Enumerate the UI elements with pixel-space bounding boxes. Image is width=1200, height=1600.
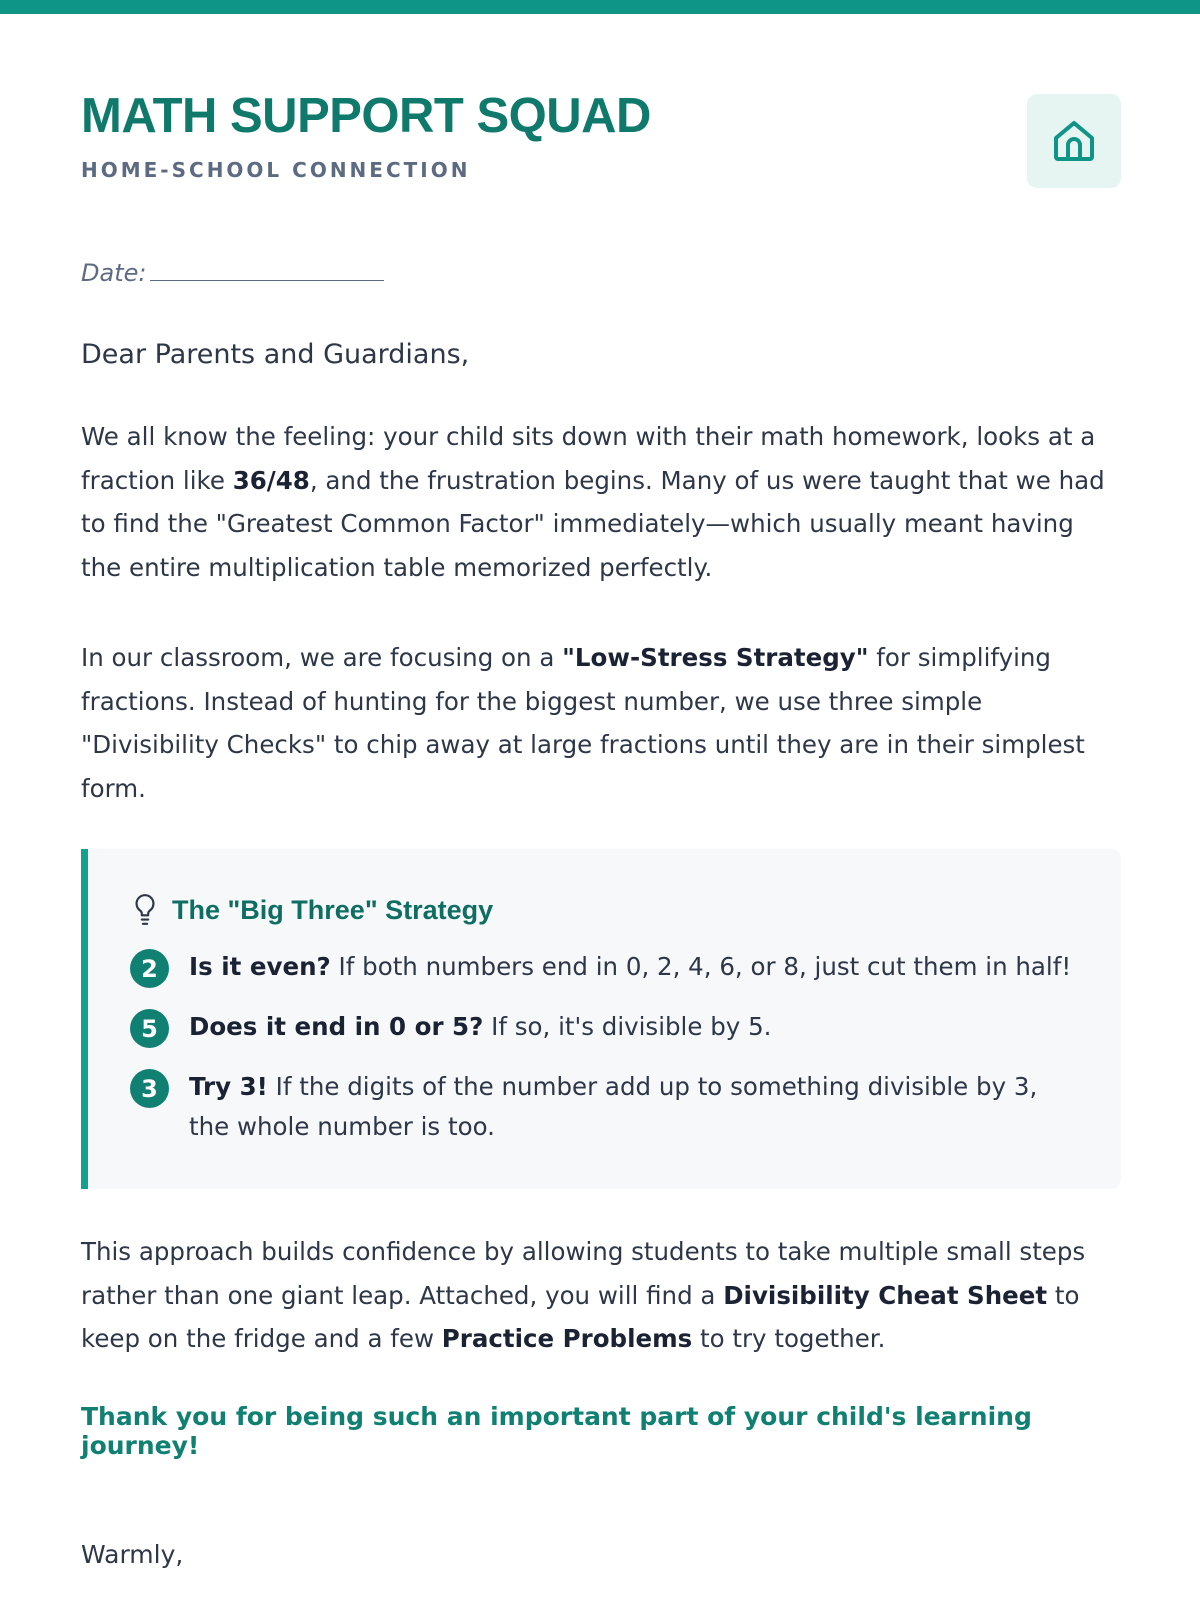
- intro-text-1: We all know the feeling: your child sits down with their math homework, looks at a fraction like: [81, 422, 1096, 495]
- home-button[interactable]: [1027, 94, 1121, 188]
- closing-paragraph: [81, 1230, 1121, 1361]
- strategy-header: [132, 893, 493, 927]
- strategy-name: "Low-Stress Strategy": [562, 643, 869, 672]
- rule-description: If the digits of the number add up to something divisible by 3, the whole number is too.: [189, 1072, 1038, 1141]
- page-subtitle: HOME-SCHOOL CONNECTION: [81, 158, 471, 182]
- date-field: [81, 258, 384, 287]
- example-fraction: 36/48: [232, 465, 310, 495]
- rule-description: If both numbers end in 0, 2, 4, 6, or 8, just cut them in half!: [330, 952, 1072, 981]
- rule-description: If so, it's divisible by 5.: [483, 1012, 772, 1041]
- rule-text: [189, 1067, 1080, 1147]
- intro-text-2: , and the frustration begins. Many of us were taught that we had to find the "Greatest Common Factor" immediately—which usually meant having the entire multiplication table memorized perfectly.: [81, 465, 1105, 582]
- rule-number-badge: 2: [130, 949, 169, 988]
- lightbulb-icon: [132, 893, 158, 927]
- rule-item: [130, 1067, 1080, 1147]
- approach-text-1: In our classroom, we are focusing on a: [81, 643, 563, 672]
- strategy-callout: [81, 849, 1121, 1189]
- closing-text-2: to keep on the fridge and a few: [81, 1280, 1080, 1353]
- date-blank-line: [150, 258, 384, 281]
- rule-question: Try 3!: [189, 1072, 268, 1101]
- intro-paragraph: [81, 415, 1121, 589]
- home-icon: [1050, 117, 1098, 165]
- thank-you-note: Thank you for being such an important part of your child's learning journey!: [81, 1402, 1032, 1460]
- rule-item: [130, 947, 1080, 988]
- rule-number-badge: 3: [130, 1069, 169, 1108]
- rule-text: [189, 947, 1071, 987]
- approach-text-2: for simplifying fractions. Instead of hunting for the biggest number, we use three simple "Divisibility Checks" to chip away at large fractions until they are in their simplest form.: [81, 643, 1085, 803]
- strategy-title: The "Big Three" Strategy: [172, 894, 494, 925]
- rule-question: Is it even?: [189, 952, 331, 981]
- approach-paragraph: [81, 636, 1121, 810]
- rule-text: [189, 1007, 771, 1047]
- practice-problems-label: Practice Problems: [441, 1324, 693, 1353]
- page-title: MATH SUPPORT SQUAD: [81, 89, 651, 143]
- closing-text-3: to try together.: [692, 1324, 886, 1353]
- salutation: Dear Parents and Guardians,: [81, 339, 470, 370]
- top-accent-bar: [0, 0, 1200, 14]
- rule-item: [130, 1007, 1080, 1048]
- cheat-sheet-label: Divisibility Cheat Sheet: [723, 1280, 1048, 1310]
- rule-question: Does it end in 0 or 5?: [189, 1012, 484, 1041]
- date-label: Date:: [81, 259, 147, 287]
- rule-number-badge: 5: [130, 1009, 169, 1048]
- signoff: Warmly,: [81, 1540, 184, 1569]
- closing-text-1: This approach builds confidence by allowing students to take multiple small steps rather than one giant leap. Attached, you will find a: [81, 1237, 1086, 1310]
